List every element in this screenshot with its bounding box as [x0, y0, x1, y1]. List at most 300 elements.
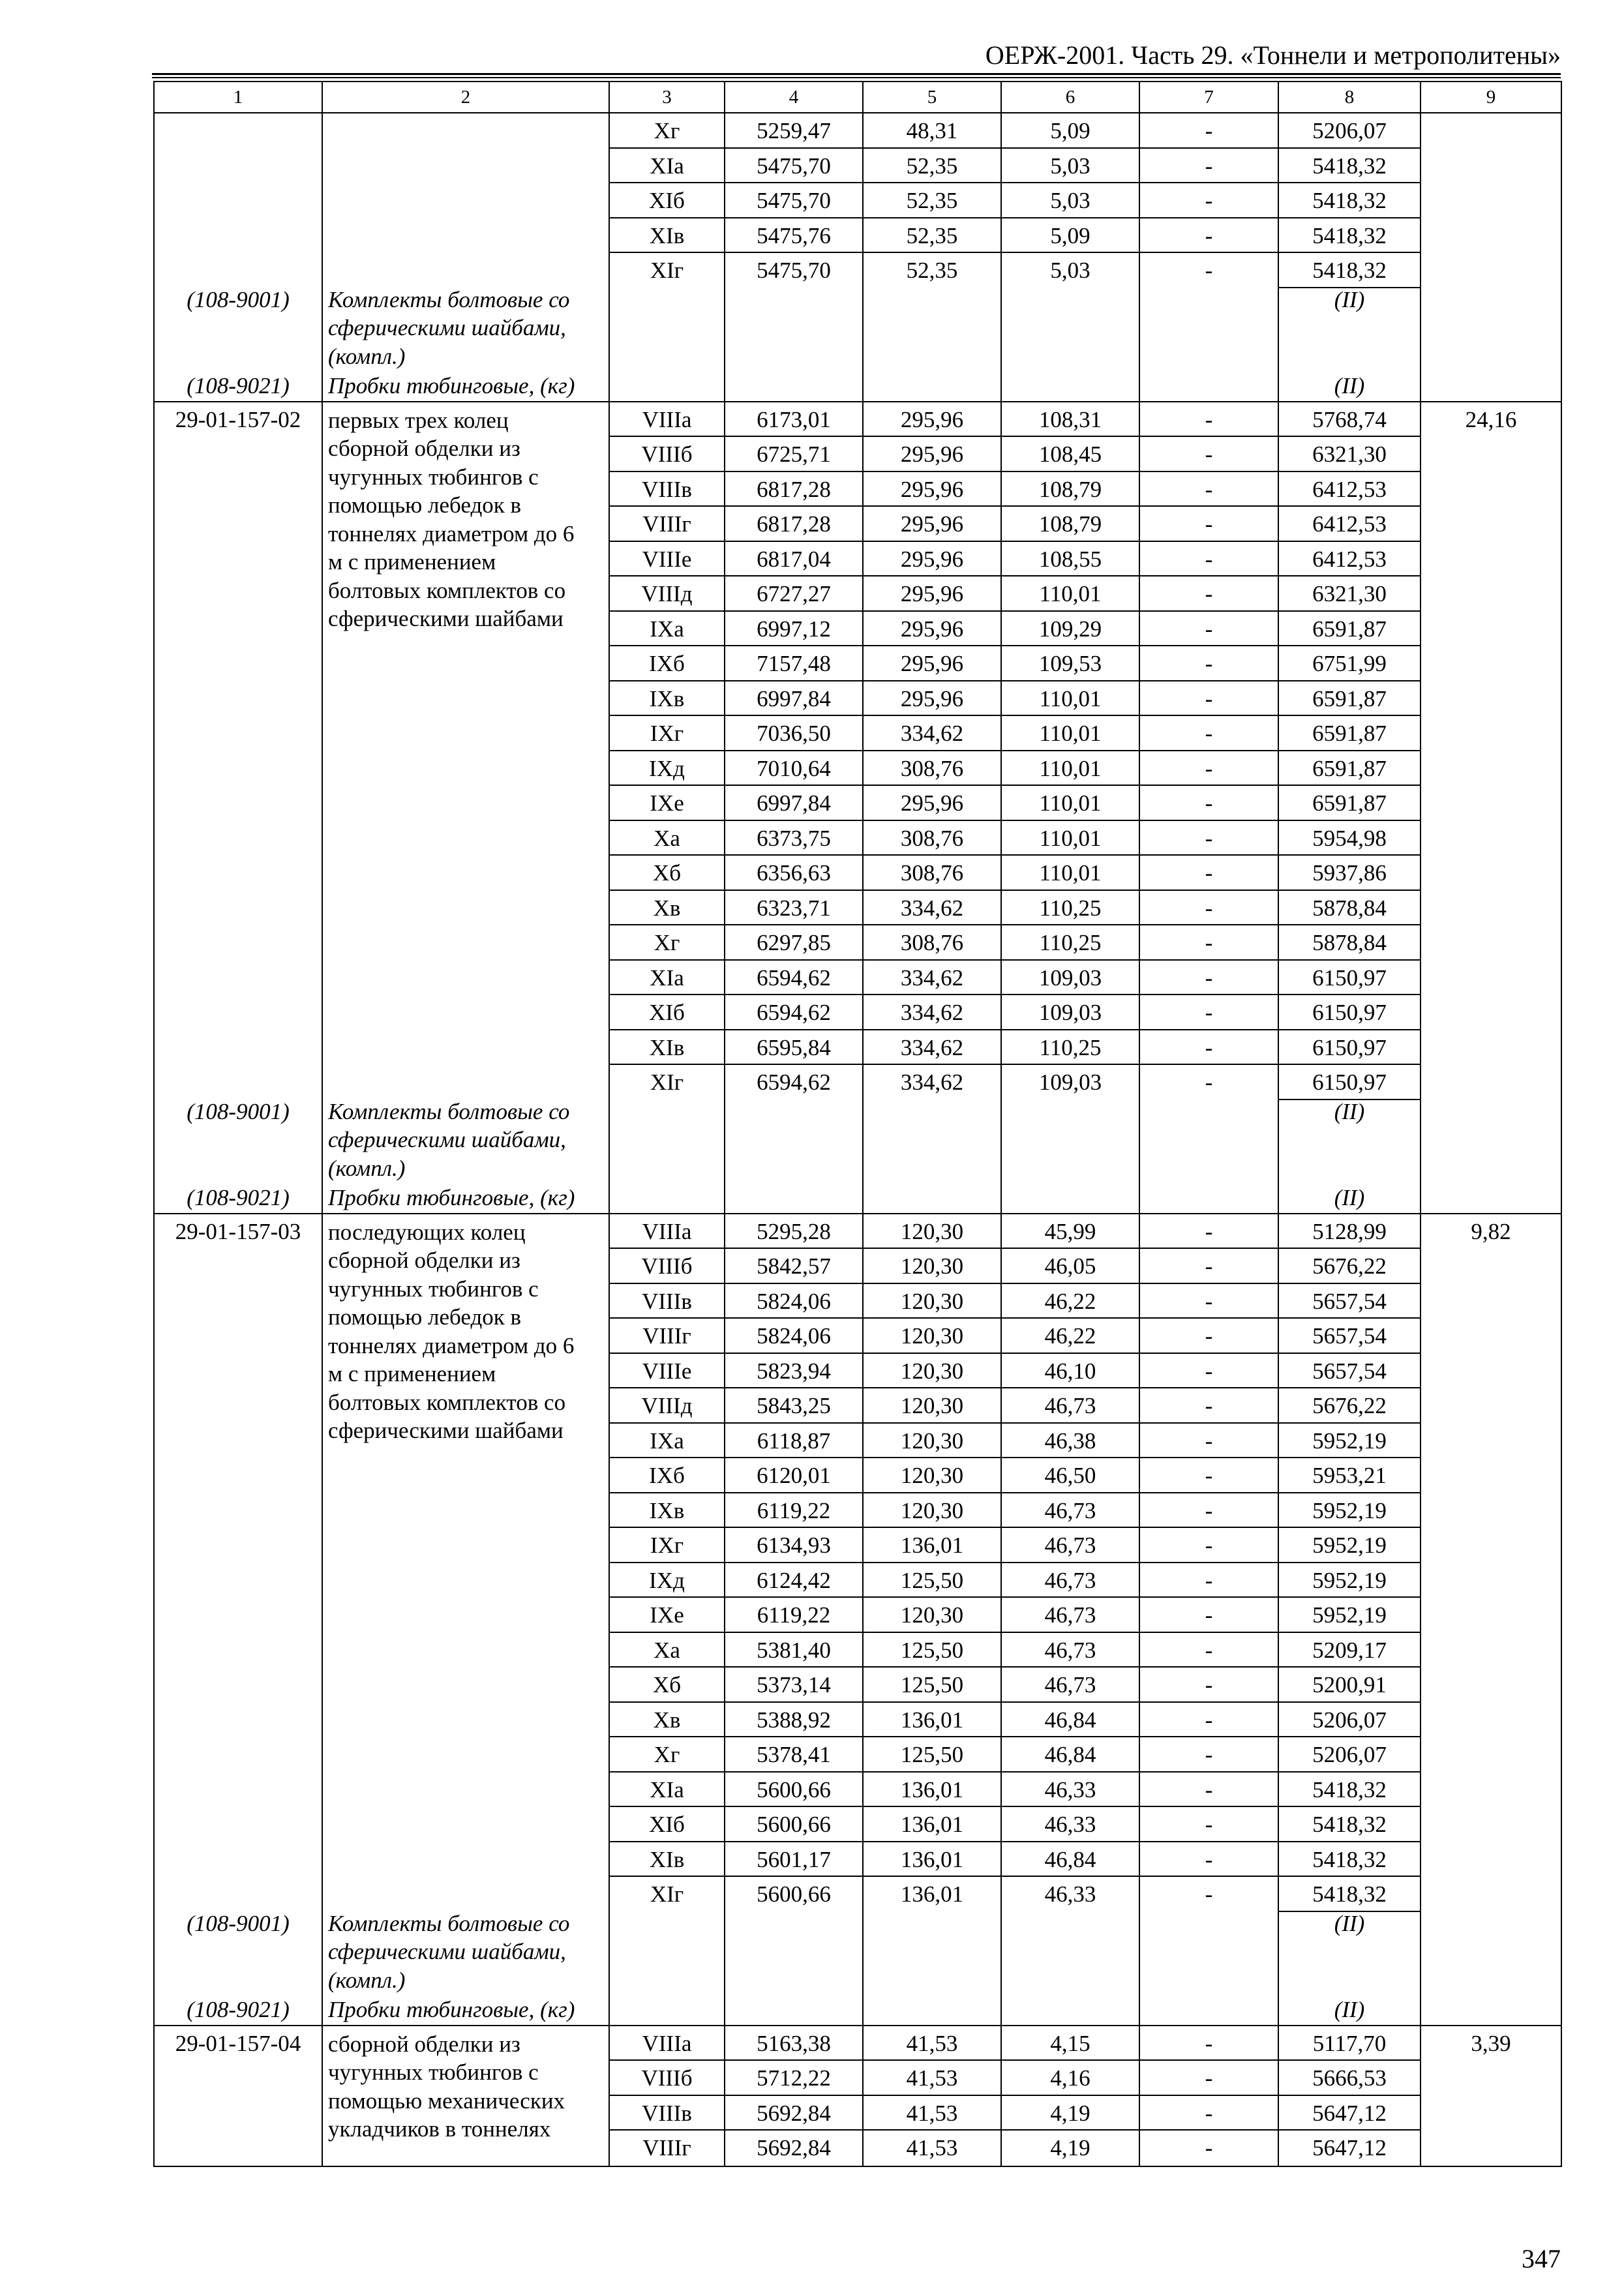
total-cost-value: 5823,94: [725, 1354, 862, 1389]
sub-item-name-line: сферическими шайбами,: [328, 315, 566, 340]
machines-value: 46,05: [1002, 1249, 1139, 1284]
materials-value: 5418,32: [1279, 1773, 1420, 1808]
variant-cell: [609, 402, 725, 1214]
wages-value: 125,50: [864, 1668, 1000, 1703]
machinist-wages-value: -: [1140, 856, 1278, 891]
wages-value: 295,96: [864, 646, 1000, 681]
description-line: чугунных тюбингов с: [328, 464, 539, 490]
machines-value: 109,53: [1002, 646, 1139, 681]
sub-item-name: Пробки тюбинговые, (кг): [328, 1996, 575, 2022]
sub-item-code: (108-9021): [187, 372, 290, 398]
wages-value: 308,76: [864, 925, 1000, 961]
variant-cell: [609, 2026, 725, 2166]
machinist-wages-cell: [1139, 402, 1278, 1214]
wages-value: 52,35: [864, 183, 1000, 218]
machines-value: 4,19: [1002, 2096, 1139, 2131]
machinist-wages-value: -: [1140, 786, 1278, 821]
sub-item-code: (108-9021): [187, 1996, 290, 2022]
header-rule-thin: [152, 77, 1561, 78]
rate-description: [323, 402, 609, 633]
machinist-wages-value: -: [1205, 258, 1213, 283]
machinist-wages-value: -: [1140, 1354, 1278, 1389]
materials-value: 5418,32: [1279, 1842, 1420, 1878]
wages-value: 48,31: [864, 113, 1000, 149]
col-number: 5: [863, 82, 1001, 113]
machines-cell: [1001, 402, 1139, 1214]
sub-item-name: [323, 286, 609, 371]
machinist-wages-value: -: [1140, 925, 1278, 961]
wages-value: 136,01: [900, 1881, 964, 1907]
variant-value: IXг: [610, 1528, 724, 1563]
column-number-row: [154, 82, 1561, 113]
total-cost-value: 5692,84: [725, 2096, 862, 2131]
machinist-wages-value: -: [1140, 1214, 1278, 1249]
total-cost-value: 5843,25: [725, 1388, 862, 1424]
machinist-wages-value: -: [1140, 113, 1278, 149]
machinist-wages-value: -: [1140, 472, 1278, 507]
variant-value: Xв: [610, 891, 724, 926]
machinist-wages-value: -: [1140, 2026, 1278, 2061]
total-cost-value: 6124,42: [725, 1563, 862, 1598]
machines-value: 109,03: [1038, 1070, 1102, 1095]
materials-value: 5676,22: [1279, 1249, 1420, 1284]
total-cost-value: 5712,22: [725, 2061, 862, 2096]
wages-value: 136,01: [864, 1703, 1000, 1738]
total-cost-value: 6817,28: [725, 472, 862, 507]
table-row: [154, 2026, 1561, 2166]
sub-item-value: (II): [1334, 1996, 1365, 2022]
wages-value: 295,96: [864, 786, 1000, 821]
description-line: тоннелях диаметром до 6: [328, 520, 575, 546]
machines-value: 108,31: [1002, 402, 1139, 438]
machines-value: 109,29: [1002, 612, 1139, 647]
machinist-wages-value: -: [1140, 1458, 1278, 1493]
variant-value: VIIIа: [610, 2026, 724, 2061]
table-row: [154, 402, 1561, 1214]
wages-cell: [863, 1214, 1001, 2026]
header-rule: [152, 73, 1561, 75]
machinist-wages-value: -: [1140, 2061, 1278, 2096]
machinist-wages-value: -: [1140, 576, 1278, 612]
machinist-wages-value: -: [1140, 542, 1278, 577]
total-cost-value: 6134,93: [725, 1528, 862, 1563]
col-number: 3: [609, 82, 725, 113]
materials-value: 5418,32: [1279, 149, 1420, 184]
sub-item-name-line: (компл.): [328, 1967, 406, 1993]
labor-value: 24,16: [1465, 406, 1517, 432]
wages-value: 334,62: [864, 1030, 1000, 1066]
labor-cell: [1421, 2026, 1561, 2166]
total-cost-value: 7036,50: [725, 716, 862, 751]
wages-value: 120,30: [864, 1388, 1000, 1424]
description-line: помощью лебедок в: [328, 1304, 522, 1330]
materials-value: 5878,84: [1279, 891, 1420, 926]
machinist-wages-value: -: [1140, 1842, 1278, 1878]
wages-value: 136,01: [864, 1842, 1000, 1878]
description-cell: [322, 113, 609, 402]
machinist-wages-value: -: [1140, 183, 1278, 218]
variant-value: Xг: [610, 925, 724, 961]
total-cost-value: 5842,57: [725, 1249, 862, 1284]
wages-value: 125,50: [864, 1563, 1000, 1598]
machines-value: 109,03: [1002, 961, 1139, 996]
machinist-wages-value: -: [1140, 507, 1278, 542]
variant-value: IXд: [610, 751, 724, 786]
materials-value: 5952,19: [1279, 1493, 1420, 1529]
machinist-wages-value: -: [1140, 1633, 1278, 1668]
materials-value: 6150,97: [1279, 961, 1420, 996]
sub-item-name-line: (компл.): [328, 343, 406, 369]
variant-value: IXв: [610, 1493, 724, 1529]
wages-value: 120,30: [864, 1249, 1000, 1284]
machinist-wages-value: -: [1140, 1493, 1278, 1529]
machines-value: 46,84: [1002, 1737, 1139, 1773]
wages-value: 120,30: [864, 1424, 1000, 1459]
total-cost-value: 6595,84: [725, 1030, 862, 1066]
variant-cell: [609, 113, 725, 402]
variant-value: IXб: [610, 1458, 724, 1493]
sub-item-name-line: сферическими шайбами,: [328, 1127, 566, 1152]
machinist-wages-value: -: [1140, 751, 1278, 786]
machinist-wages-value: -: [1140, 149, 1278, 184]
table-row: [154, 1214, 1561, 2026]
labor-value: 9,82: [1471, 1218, 1511, 1244]
materials-value: 5206,07: [1279, 1737, 1420, 1773]
wages-value: 120,30: [864, 1214, 1000, 1249]
total-cost-cell: [725, 113, 863, 402]
total-cost-value: 5824,06: [725, 1284, 862, 1319]
total-cost-value: 6594,62: [757, 1070, 831, 1095]
machines-value: 5,03: [1002, 183, 1139, 218]
machines-value: 108,79: [1002, 507, 1139, 542]
machines-value: 46,33: [1044, 1881, 1096, 1907]
materials-value: 5418,32: [1279, 183, 1420, 218]
materials-cell: [1278, 113, 1421, 402]
materials-value: 5878,84: [1279, 925, 1420, 961]
total-cost-value: 5381,40: [725, 1633, 862, 1668]
sub-item-name: Пробки тюбинговые, (кг): [328, 1184, 575, 1210]
total-cost-cell: [725, 2026, 863, 2166]
machines-value: 46,73: [1002, 1668, 1139, 1703]
page-number: 347: [1522, 2244, 1561, 2273]
machines-cell: [1001, 2026, 1139, 2166]
wages-value: 334,62: [864, 961, 1000, 996]
wages-value: 136,01: [864, 1807, 1000, 1842]
variant-value: XIв: [610, 1842, 724, 1878]
wages-value: 308,76: [864, 751, 1000, 786]
materials-value: 5418,32: [1279, 1877, 1420, 1912]
variant-value: IXа: [610, 1424, 724, 1459]
col-number: 6: [1001, 82, 1139, 113]
total-cost-value: 6725,71: [725, 437, 862, 472]
materials-value: 6412,53: [1279, 472, 1420, 507]
machinist-wages-value: -: [1140, 995, 1278, 1030]
variant-value: VIIIв: [610, 472, 724, 507]
materials-value: 6591,87: [1279, 612, 1420, 647]
sub-item-name: [323, 1098, 609, 1183]
description-line: помощью лебедок в: [328, 492, 522, 518]
machines-value: 108,79: [1002, 472, 1139, 507]
variant-value: IXг: [610, 716, 724, 751]
sub-item-code: (108-9021): [187, 1184, 290, 1210]
machinist-wages-value: -: [1140, 2096, 1278, 2131]
wages-cell: [863, 402, 1001, 1214]
machines-value: 46,10: [1002, 1354, 1139, 1389]
machinist-wages-value: -: [1140, 218, 1278, 254]
machinist-wages-value: -: [1140, 1319, 1278, 1354]
variant-value: VIIIв: [610, 2096, 724, 2131]
wages-value: 334,62: [864, 716, 1000, 751]
machinist-wages-value: -: [1140, 1528, 1278, 1563]
variant-value: XIг: [650, 1070, 684, 1095]
labor-cell: [1421, 402, 1561, 1214]
rate-description: [323, 1214, 609, 1445]
total-cost-cell: [725, 402, 863, 1214]
machines-value: 110,01: [1002, 751, 1139, 786]
variant-value: VIIIе: [610, 542, 724, 577]
materials-value: 5206,07: [1279, 113, 1420, 149]
total-cost-value: 6727,27: [725, 576, 862, 612]
description-line: укладчиков в тоннелях: [328, 2116, 551, 2142]
variant-value: IXб: [610, 646, 724, 681]
variant-value: XIа: [610, 1773, 724, 1808]
materials-value: 6412,53: [1279, 542, 1420, 577]
materials-value: 5676,22: [1279, 1388, 1420, 1424]
machinist-wages-value: -: [1140, 612, 1278, 647]
total-cost-value: 5295,28: [725, 1214, 862, 1249]
wages-value: 120,30: [864, 1354, 1000, 1389]
machinist-wages-value: -: [1140, 891, 1278, 926]
wages-value: 295,96: [864, 437, 1000, 472]
total-cost-value: 6356,63: [725, 856, 862, 891]
materials-value: 6591,87: [1279, 751, 1420, 786]
description-line: сферическими шайбами: [328, 1418, 564, 1443]
total-cost-value: 5475,70: [725, 149, 862, 184]
machines-value: 46,73: [1002, 1528, 1139, 1563]
machinist-wages-value: -: [1205, 2135, 1213, 2161]
wages-value: 295,96: [864, 472, 1000, 507]
machines-cell: [1001, 113, 1139, 402]
rate-code: 29-01-157-03: [175, 1218, 301, 1244]
materials-value: 6751,99: [1279, 646, 1420, 681]
sub-item-code: (108-9001): [187, 1098, 290, 1124]
machinist-wages-value: -: [1140, 1388, 1278, 1424]
machinist-wages-value: -: [1140, 437, 1278, 472]
materials-value: 5200,91: [1279, 1668, 1420, 1703]
machines-cell: [1001, 1214, 1139, 2026]
machines-value: 46,33: [1002, 1807, 1139, 1842]
variant-value: Xб: [610, 1668, 724, 1703]
machinist-wages-value: -: [1140, 1773, 1278, 1808]
total-cost-value: 6119,22: [725, 1598, 862, 1633]
variant-value: XIг: [650, 1881, 684, 1907]
wages-value: 334,62: [864, 891, 1000, 926]
machines-value: 110,01: [1002, 716, 1139, 751]
machines-value: 5,03: [1050, 258, 1090, 283]
code-cell: [154, 2026, 322, 2166]
total-cost-value: 7010,64: [725, 751, 862, 786]
machines-value: 46,73: [1002, 1388, 1139, 1424]
wages-value: 41,53: [864, 2026, 1000, 2061]
description-cell: [322, 402, 609, 1214]
machines-value: 110,01: [1002, 786, 1139, 821]
variant-value: XIб: [610, 995, 724, 1030]
variant-value: Xг: [610, 113, 724, 149]
machines-value: 110,01: [1002, 856, 1139, 891]
description-line: последующих колец: [328, 1219, 526, 1245]
machines-value: 46,22: [1002, 1319, 1139, 1354]
wages-value: 295,96: [864, 612, 1000, 647]
labor-value: 3,39: [1471, 2030, 1511, 2056]
materials-value: 6591,87: [1279, 716, 1420, 751]
wages-cell: [863, 113, 1001, 402]
code-cell: [154, 1214, 322, 2026]
sub-item-name-line: сферическими шайбами,: [328, 1939, 566, 1964]
materials-value: 5952,19: [1279, 1528, 1420, 1563]
wages-value: 52,35: [906, 258, 958, 283]
variant-value: IXа: [610, 612, 724, 647]
variant-value: VIIIе: [610, 1354, 724, 1389]
materials-value: 5952,19: [1279, 1424, 1420, 1459]
wages-value: 52,35: [864, 149, 1000, 184]
total-cost-value: 5378,41: [725, 1737, 862, 1773]
total-cost-value: 6323,71: [725, 891, 862, 926]
variant-value: VIIIб: [610, 2061, 724, 2096]
machinist-wages-value: -: [1140, 1807, 1278, 1842]
wages-value: 125,50: [864, 1737, 1000, 1773]
machinist-wages-value: -: [1140, 1249, 1278, 1284]
description-line: м с применением: [328, 1361, 496, 1386]
variant-value: VIIIа: [610, 1214, 724, 1249]
total-cost-value: 5600,66: [725, 1773, 862, 1808]
variant-value: VIIIд: [610, 1388, 724, 1424]
wages-value: 41,53: [864, 2061, 1000, 2096]
wages-value: 41,53: [864, 2096, 1000, 2131]
sub-item-code: (108-9001): [187, 286, 290, 312]
machinist-wages-cell: [1139, 113, 1278, 402]
total-cost-value: 6817,28: [725, 507, 862, 542]
description-line: помощью механических: [328, 2087, 565, 2114]
description-line: первых трех колец: [328, 407, 509, 433]
wages-value: 295,96: [864, 681, 1000, 717]
total-cost-value: 6594,62: [725, 995, 862, 1030]
materials-cell: [1278, 2026, 1421, 2166]
total-cost-value: 5373,14: [725, 1668, 862, 1703]
description-line: чугунных тюбингов с: [328, 1276, 539, 1302]
machines-value: 46,84: [1002, 1703, 1139, 1738]
total-cost-value: 6817,04: [725, 542, 862, 577]
machinist-wages-value: -: [1140, 646, 1278, 681]
wages-value: 295,96: [864, 542, 1000, 577]
materials-value: 5657,54: [1279, 1354, 1420, 1389]
machinist-wages-value: -: [1140, 1598, 1278, 1633]
total-cost-value: 5475,76: [725, 218, 862, 254]
materials-value: 5206,07: [1279, 1703, 1420, 1738]
wages-value: 334,62: [900, 1070, 964, 1095]
rate-code: 29-01-157-04: [175, 2030, 301, 2056]
col-number: 1: [154, 82, 322, 113]
machinist-wages-value: -: [1140, 961, 1278, 996]
machines-value: 46,33: [1002, 1773, 1139, 1808]
machines-value: 4,16: [1002, 2061, 1139, 2096]
materials-value: 5937,86: [1279, 856, 1420, 891]
total-cost-value: 5601,17: [725, 1842, 862, 1878]
variant-value: XIв: [610, 1030, 724, 1066]
materials-value: 5647,12: [1279, 2096, 1420, 2131]
total-cost-value: 6120,01: [725, 1458, 862, 1493]
description-line: сборной обделки из: [328, 1248, 520, 1273]
machines-value: 45,99: [1002, 1214, 1139, 1249]
description-line: болтовых комплектов со: [328, 1389, 566, 1415]
total-cost-value: 5475,70: [757, 258, 831, 283]
total-cost-cell: [725, 1214, 863, 2026]
materials-value: 6150,97: [1279, 995, 1420, 1030]
variant-value: VIIIг: [610, 1319, 724, 1354]
wages-value: 295,96: [864, 507, 1000, 542]
variant-value: VIIIв: [610, 1284, 724, 1319]
wages-value: 308,76: [864, 856, 1000, 891]
variant-value: IXе: [610, 786, 724, 821]
machinist-wages-value: -: [1140, 1424, 1278, 1459]
sub-item-value: (II): [1334, 372, 1365, 398]
total-cost-value: 5475,70: [725, 183, 862, 218]
sub-item-value: (II): [1334, 1910, 1365, 1936]
machines-value: 46,73: [1002, 1633, 1139, 1668]
machines-value: 110,25: [1002, 891, 1139, 926]
machinist-wages-value: -: [1140, 1563, 1278, 1598]
wages-value: 308,76: [864, 821, 1000, 856]
total-cost-value: 6297,85: [725, 925, 862, 961]
materials-value: 5418,32: [1279, 1807, 1420, 1842]
total-cost-value: 5163,38: [725, 2026, 862, 2061]
materials-value: 6591,87: [1279, 786, 1420, 821]
variant-value: XIа: [610, 149, 724, 184]
sub-item-value: (II): [1334, 1098, 1365, 1124]
materials-value: 5952,19: [1279, 1563, 1420, 1598]
machinist-wages-value: -: [1140, 1030, 1278, 1066]
variant-value: Xа: [610, 821, 724, 856]
variant-value: VIIIб: [610, 437, 724, 472]
description-line: сборной обделки из: [328, 2031, 520, 2057]
machines-value: 110,01: [1002, 576, 1139, 612]
machinist-wages-value: -: [1140, 716, 1278, 751]
machinist-wages-value: -: [1205, 1070, 1213, 1095]
wages-value: 295,96: [864, 576, 1000, 612]
machines-value: 46,22: [1002, 1284, 1139, 1319]
labor-cell: [1421, 1214, 1561, 2026]
sub-item-value: (II): [1334, 286, 1365, 312]
variant-value: XIг: [650, 258, 684, 283]
machinist-wages-value: -: [1140, 1703, 1278, 1738]
sub-item-name: [323, 1909, 609, 1995]
machinist-wages-value: -: [1140, 681, 1278, 717]
code-cell: [154, 113, 322, 402]
variant-cell: [609, 1214, 725, 2026]
machinist-wages-value: -: [1205, 1881, 1213, 1907]
rate-description: [323, 2026, 609, 2144]
sub-item-value: (II): [1334, 1184, 1365, 1210]
total-cost-value: 6373,75: [725, 821, 862, 856]
total-cost-value: 6997,84: [725, 786, 862, 821]
materials-value: 6321,30: [1279, 576, 1420, 612]
sub-item-code: (108-9001): [187, 1910, 290, 1936]
materials-value: 6412,53: [1279, 507, 1420, 542]
sub-item-name-line: Комплекты болтовые со: [328, 1910, 570, 1936]
description-line: болтовых комплектов со: [328, 577, 566, 603]
variant-value: VIIIг: [642, 2135, 691, 2161]
variant-value: VIIIб: [610, 1249, 724, 1284]
sub-item-name: Пробки тюбинговые, (кг): [328, 372, 575, 398]
